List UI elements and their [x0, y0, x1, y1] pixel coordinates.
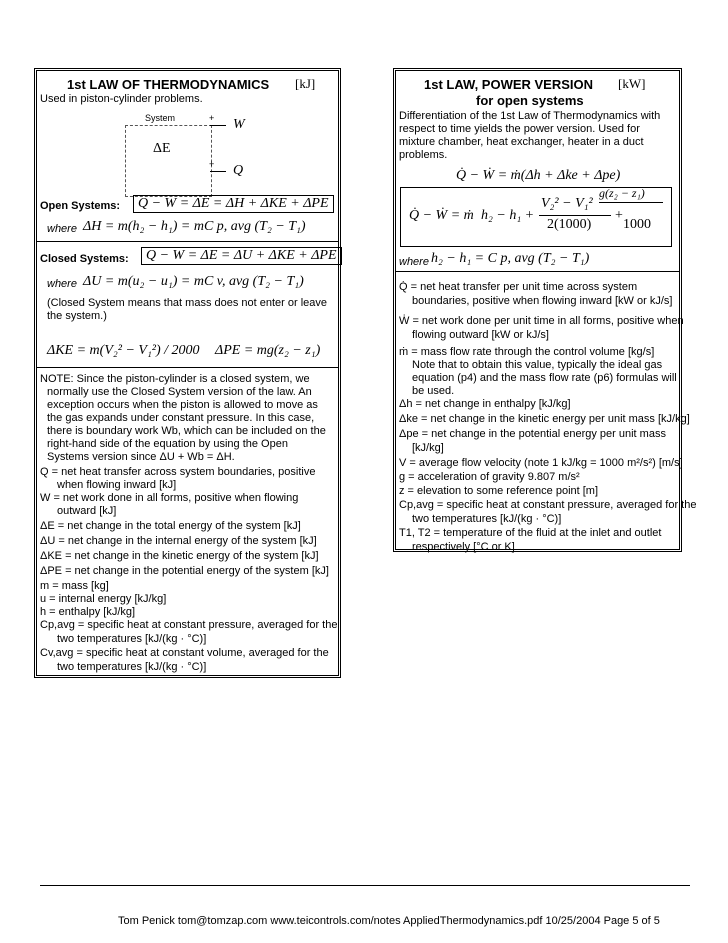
- note-line: NOTE: Since the piston-cylinder is a closed system, we: [40, 373, 310, 385]
- title-unit: [kJ]: [295, 76, 316, 91]
- page-footer: Tom Penick tom@tomzap.com www.teicontrols.com/notes AppliedThermodynamics.pdf 10/25/2004 Page 5 of 5: [118, 915, 660, 927]
- definition-item: flowing outward [kW or kJ/s]: [412, 329, 549, 341]
- definition-item: ΔE = net change in the total energy of the system [kJ]: [40, 520, 301, 532]
- fraction-bar: [599, 202, 663, 203]
- footer-rule: [40, 885, 690, 886]
- energy-change: ΔE: [153, 141, 171, 156]
- definition-item: two temperatures [kJ/(kg · °C)]: [57, 633, 207, 645]
- panel-subtitle: for open systems: [476, 93, 584, 108]
- closed-systems-equation: Q − W = ΔE = ΔU + ΔKE + ΔPE: [141, 247, 342, 265]
- plus-sign-bottom: +: [209, 159, 215, 169]
- divider: [37, 367, 338, 368]
- closed-systems-label: Closed Systems:: [40, 253, 129, 265]
- intro-line: mixture chamber, heat exchanger, heater in a duct: [399, 136, 644, 148]
- definition-item: ΔPE = net change in the potential energy of the system [kJ]: [40, 565, 329, 577]
- where-label: where: [47, 278, 77, 290]
- fraction-bar: [539, 215, 611, 216]
- note-line: right-hand side of the equation by using the Open: [47, 438, 288, 450]
- power-version-panel: [393, 68, 697, 553]
- definition-item: g = acceleration of gravity 9.807 m/s²: [399, 471, 580, 483]
- note-line: the gas expands under constant pressure. In this case,: [47, 412, 315, 424]
- potential-energy-equation: ΔPE = mg(z₂ − z₁): [215, 343, 321, 358]
- work-symbol: W: [233, 117, 245, 132]
- definition-item: ṁ = mass flow rate through the control volume [kg/s]: [399, 346, 655, 358]
- first-law-panel: [34, 68, 341, 678]
- definition-item: Cp,avg = specific heat at constant pressure, averaged for the: [399, 499, 697, 511]
- intro-line: Differentiation of the 1st Law of Thermodynamics with: [399, 110, 661, 122]
- open-systems-equation: Q − W = ΔE = ΔH + ΔKE + ΔPE: [133, 195, 334, 213]
- where-label: where: [47, 223, 77, 235]
- definition-item: Q̇ = net heat transfer per unit time across system: [399, 281, 638, 293]
- definition-item: boundaries, positive when flowing inward [kW or kJ/s]: [412, 295, 673, 307]
- definition-item: Ẇ = net work done per unit time in all forms, positive when: [399, 315, 684, 327]
- heat-symbol: Q: [233, 163, 244, 178]
- enthalpy-equation: h₂ − h₁ = C p, avg (T₂ − T₁): [431, 251, 590, 266]
- definition-item: [kJ/kg]: [412, 442, 444, 454]
- note-line: normally use the Closed System version of the law. An: [47, 386, 312, 398]
- definition-item: h = enthalpy [kJ/kg]: [40, 606, 136, 618]
- closed-system-note: the system.): [47, 310, 107, 322]
- intro-text: Used in piston-cylinder problems.: [40, 93, 203, 105]
- divider: [37, 241, 338, 242]
- definition-item: when flowing inward [kJ]: [57, 479, 177, 491]
- enthalpy-term: h₂ − h₁ +: [481, 208, 535, 223]
- definition-item: m = mass [kg]: [40, 580, 109, 592]
- definition-item: V = average flow velocity (note 1 kJ/kg = 1000 m²/s²) [m/s]: [399, 457, 683, 469]
- definition-item: outward [kJ]: [57, 505, 117, 517]
- power-equation: Q̇ − Ẇ = ṁ(Δh + Δke + Δpe): [456, 168, 621, 183]
- definition-item: two temperatures [kJ/(kg · °C)]: [412, 513, 562, 525]
- definition-item: W = net work done in all forms, positive when flowing: [40, 492, 299, 504]
- equation-lhs: Q̇ − Ẇ = ṁ: [409, 208, 474, 223]
- enthalpy-equation: ΔH = m(h₂ − h₁) = mC p, avg (T₂ − T₁): [83, 219, 306, 234]
- pe-numerator: g(z₂ − z₁): [599, 186, 645, 200]
- panel-title: 1st LAW OF THERMODYNAMICS: [67, 77, 270, 92]
- plus-sign-top: +: [209, 113, 215, 123]
- divider: [396, 271, 679, 272]
- definition-item: Δh = net change in enthalpy [kJ/kg]: [399, 398, 571, 410]
- kinetic-energy-equation: ΔKE = m(V₂² − V₁²) / 2000: [47, 343, 200, 358]
- intro-line: problems.: [399, 149, 448, 161]
- definition-item: z = elevation to some reference point [m]: [399, 485, 599, 497]
- work-arrow: [210, 125, 226, 126]
- definition-item: Note that to obtain this value, typically the ideal gas: [412, 359, 663, 371]
- note-line: there is boundary work Wb, which can be included on the: [47, 425, 326, 437]
- internal-energy-equation: ΔU = m(u₂ − u₁) = mC v, avg (T₂ − T₁): [83, 274, 304, 289]
- definition-item: equation (p4) and the mass flow rate (p6) formulas will: [412, 372, 677, 384]
- system-label: System: [145, 113, 176, 123]
- expanded-equation-box: [400, 187, 672, 247]
- system-boundary: [125, 125, 215, 197]
- definition-item: Q = net heat transfer across system boundaries, positive: [40, 466, 316, 478]
- definition-item: u = internal energy [kJ/kg]: [40, 593, 167, 605]
- ke-numerator: V₂² − V₁²: [541, 196, 593, 211]
- closed-system-note: (Closed System means that mass does not enter or leave: [47, 297, 328, 309]
- definition-item: be used.: [412, 385, 455, 397]
- definition-item: ΔU = net change in the internal energy of the system [kJ]: [40, 535, 317, 547]
- definition-item: Δke = net change in the kinetic energy per unit mass [kJ/kg]: [399, 413, 690, 425]
- plus-sign: +: [615, 208, 623, 223]
- title-unit: [kW]: [618, 76, 646, 91]
- definition-item: Cp,avg = specific heat at constant pressure, averaged for the: [40, 619, 338, 631]
- open-systems-label: Open Systems:: [40, 200, 121, 212]
- where-label: where: [399, 256, 429, 268]
- panel-title: 1st LAW, POWER VERSION: [424, 77, 594, 92]
- ke-denominator: 2(1000): [547, 217, 592, 232]
- intro-line: respect to time yields the power version. Used for: [399, 123, 640, 135]
- heat-arrow: [210, 171, 226, 172]
- note-line: exception occurs when the piston is allowed to move as: [47, 399, 318, 411]
- note-line: Systems version since ΔU + Wb = ΔH.: [47, 451, 235, 463]
- definition-item: two temperatures [kJ/(kg · °C)]: [57, 661, 207, 673]
- definition-item: T1, T2 = temperature of the fluid at the inlet and outlet: [399, 527, 662, 539]
- definition-item: respectively [°C or K]: [412, 541, 515, 553]
- definition-item: ΔKE = net change in the kinetic energy of the system [kJ]: [40, 550, 319, 562]
- definition-item: Δpe = net change in the potential energy per unit mass: [399, 428, 666, 440]
- pe-denominator: 1000: [623, 217, 651, 232]
- definition-item: Cv,avg = specific heat at constant volume, averaged for the: [40, 647, 329, 659]
